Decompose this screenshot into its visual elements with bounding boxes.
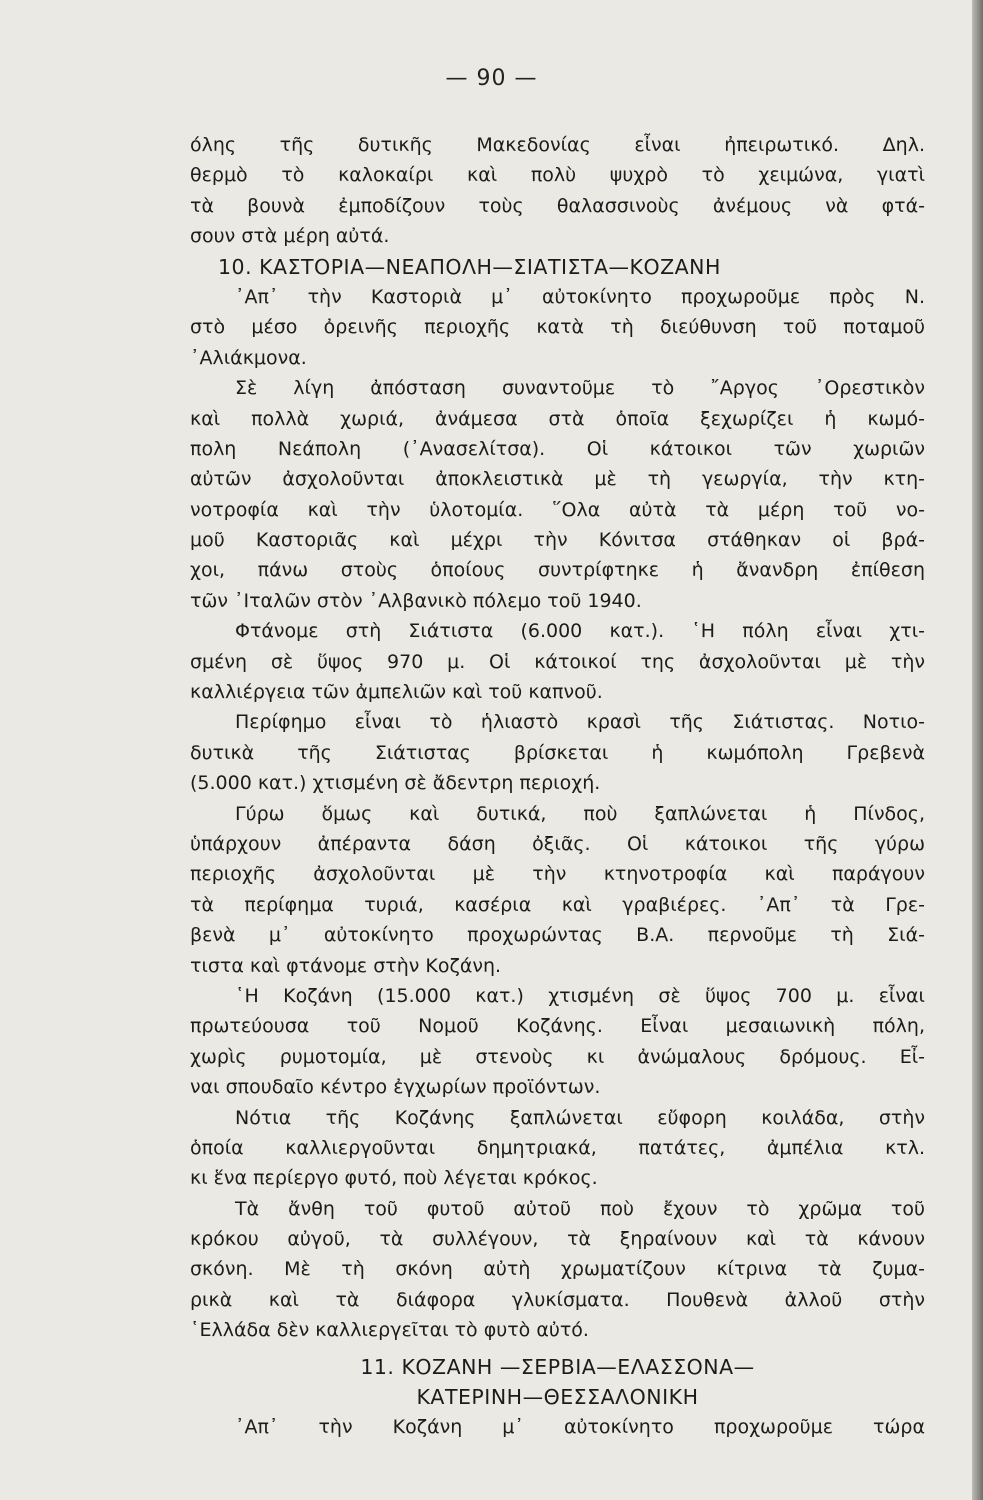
text-line: σμένη σὲ ὕψος 970 μ. Οἱ κάτοικοί της ἀσχολοῦνται μὲ τὴν: [190, 650, 925, 673]
text-line: ναι σπουδαῖο κέντρο ἐγχωρίων προϊόντων.: [190, 1076, 601, 1099]
page-number: — 90 —: [445, 66, 538, 91]
text-line: (5.000 κατ.) χτισμένη σὲ ἄδεντρη περιοχή.: [190, 772, 601, 795]
text-line: σουν στὰ μέρη αὐτά.: [190, 225, 390, 248]
section-heading-continued: ΚΑΤΕΡΙΝΗ—ΘΕΣΣΑΛΟΝΙΚΗ: [416, 1385, 699, 1410]
text-line: ρικὰ καὶ τὰ διάφορα γλυκίσματα. Πουθενὰ ἀλλοῦ στὴν: [190, 1288, 925, 1311]
text-line: ῾Η Κοζάνη (15.000 κατ.) χτισμένη σὲ ὕψος 700 μ. εἶναι: [235, 984, 925, 1007]
text-line: τῶν ᾿Ιταλῶν στὸν ᾿Αλβανικὸ πόλεμο τοῦ 1940.: [190, 589, 642, 612]
text-line: τὰ περίφημα τυριά, κασέρια καὶ γραβιέρες. ᾿Απ᾿ τὰ Γρε-: [190, 893, 925, 916]
text-line: τιστα καὶ φτάνομε στὴν Κοζάνη.: [190, 954, 502, 977]
section-heading: 11. ΚΟΖΑΝΗ —ΣΕΡΒΙΑ—ΕΛΑΣΣΟΝΑ—: [360, 1354, 755, 1379]
text-line: Τὰ ἄνθη τοῦ φυτοῦ αὐτοῦ ποὺ ἔχουν τὸ χρῶμα τοῦ: [235, 1197, 925, 1220]
text-line: νοτροφία καὶ τὴν ὑλοτομία. ῞Ολα αὐτὰ τὰ μέρη τοῦ νο-: [190, 498, 925, 521]
text-line: Γύρω ὅμως καὶ δυτικά, ποὺ ξαπλώνεται ἡ Πίνδος,: [235, 802, 925, 825]
text-line: Σὲ λίγη ἀπόσταση συναντοῦμε τὸ ῎Αργος ᾿Ορεστικὸν: [235, 377, 925, 400]
text-line: ῾Ελλάδα δὲν καλλιεργεῖται τὸ φυτὸ αὐτό.: [190, 1319, 589, 1342]
text-line: κι ἕνα περίεργο φυτό, ποὺ λέγεται κρόκος.: [190, 1167, 598, 1190]
text-line: ὁποία καλλιεργοῦνται δημητριακά, πατάτες, ἀμπέλια κτλ.: [190, 1136, 925, 1159]
text-line: ὑπάρχουν ἀπέραντα δάση ὀξιᾶς. Οἱ κάτοικοι τῆς γύρω: [190, 832, 925, 855]
text-line: χοι, πάνω στοὺς ὁποίους συντρίφτηκε ἡ ἄνανδρη ἐπίθεση: [190, 559, 925, 582]
text-line: σκόνη. Μὲ τὴ σκόνη αὐτὴ χρωματίζουν κίτρινα τὰ ζυμα-: [190, 1258, 925, 1281]
page-body: [190, 130, 925, 1443]
section-heading: 10. ΚΑΣΤΟΡΙΑ—ΝΕΑΠΟΛΗ—ΣΙΑΤΙΣΤΑ—ΚΟΖΑΝΗ: [218, 254, 721, 279]
text-line: ᾿Απ᾿ τὴν Καστοριὰ μ᾿ αὐτοκίνητο προχωροῦμε πρὸς Ν.: [235, 285, 925, 308]
text-line: πρωτεύουσα τοῦ Νομοῦ Κοζάνης. Εἶναι μεσαιωνικὴ πόλη,: [190, 1015, 925, 1038]
text-line: Νότια τῆς Κοζάνης ξαπλώνεται εὔφορη κοιλάδα, στὴν: [235, 1106, 925, 1129]
text-line: Περίφημο εἶναι τὸ ἡλιαστὸ κρασὶ τῆς Σιάτιστας. Νοτιο-: [235, 711, 925, 734]
text-line: θερμὸ τὸ καλοκαίρι καὶ πολὺ ψυχρὸ τὸ χειμώνα, γιατὶ: [190, 164, 925, 187]
text-line: δυτικὰ τῆς Σιάτιστας βρίσκεται ἡ κωμόπολη Γρεβενὰ: [190, 741, 925, 764]
text-line: κρόκου αὐγοῦ, τὰ συλλέγουν, τὰ ξηραίνουν καὶ τὰ κάνουν: [190, 1228, 925, 1251]
text-line: αὐτῶν ἀσχολοῦνται ἀποκλειστικὰ μὲ τὴ γεωργία, τὴν κτη-: [190, 468, 925, 491]
text-line: όλης τῆς δυτικῆς Μακεδονίας εἶναι ἠπειρωτικό. Δηλ.: [190, 134, 925, 156]
text-line: καλλιέργεια τῶν ἀμπελιῶν καὶ τοῦ καπνοῦ.: [190, 681, 603, 704]
text-line: περιοχῆς ἀσχολοῦνται μὲ τὴν κτηνοτροφία καὶ παράγουν: [190, 863, 925, 886]
text-line: τὰ βουνὰ ἐμποδίζουν τοὺς θαλασσινοὺς ἀνέμους νὰ φτά-: [190, 194, 925, 217]
text-line: καὶ πολλὰ χωριά, ἀνάμεσα στὰ ὁποῖα ξεχωρίζει ἡ κωμό-: [190, 407, 925, 430]
text-line: Φτάνομε στὴ Σιάτιστα (6.000 κατ.). ῾Η πόλη εἶναι χτι-: [235, 620, 925, 643]
text-line: βενὰ μ᾿ αὐτοκίνητο προχωρώντας Β.Α. περνοῦμε τὴ Σιά-: [190, 924, 925, 947]
text-line: ᾿Απ᾿ τὴν Κοζάνη μ᾿ αὐτοκίνητο προχωροῦμε τώρα: [235, 1416, 925, 1439]
text-line: πολη Νεάπολη (᾿Ανασελίτσα). Οἱ κάτοικοι τῶν χωριῶν: [190, 437, 925, 460]
text-line: μοῦ Καστοριᾶς καὶ μέχρι τὴν Κόνιτσα στάθηκαν οἱ βρά-: [190, 529, 925, 552]
text-line: χωρὶς ρυμοτομία, μὲ στενοὺς κι ἀνώμαλους δρόμους. Εἶ-: [190, 1045, 925, 1068]
text-line: ᾿Αλιάκμονα.: [190, 346, 307, 369]
text-line: στὸ μέσο ὀρεινῆς περιοχῆς κατὰ τὴ διεύθυνση τοῦ ποταμοῦ: [190, 316, 925, 339]
book-spine-edge: [972, 0, 983, 1500]
